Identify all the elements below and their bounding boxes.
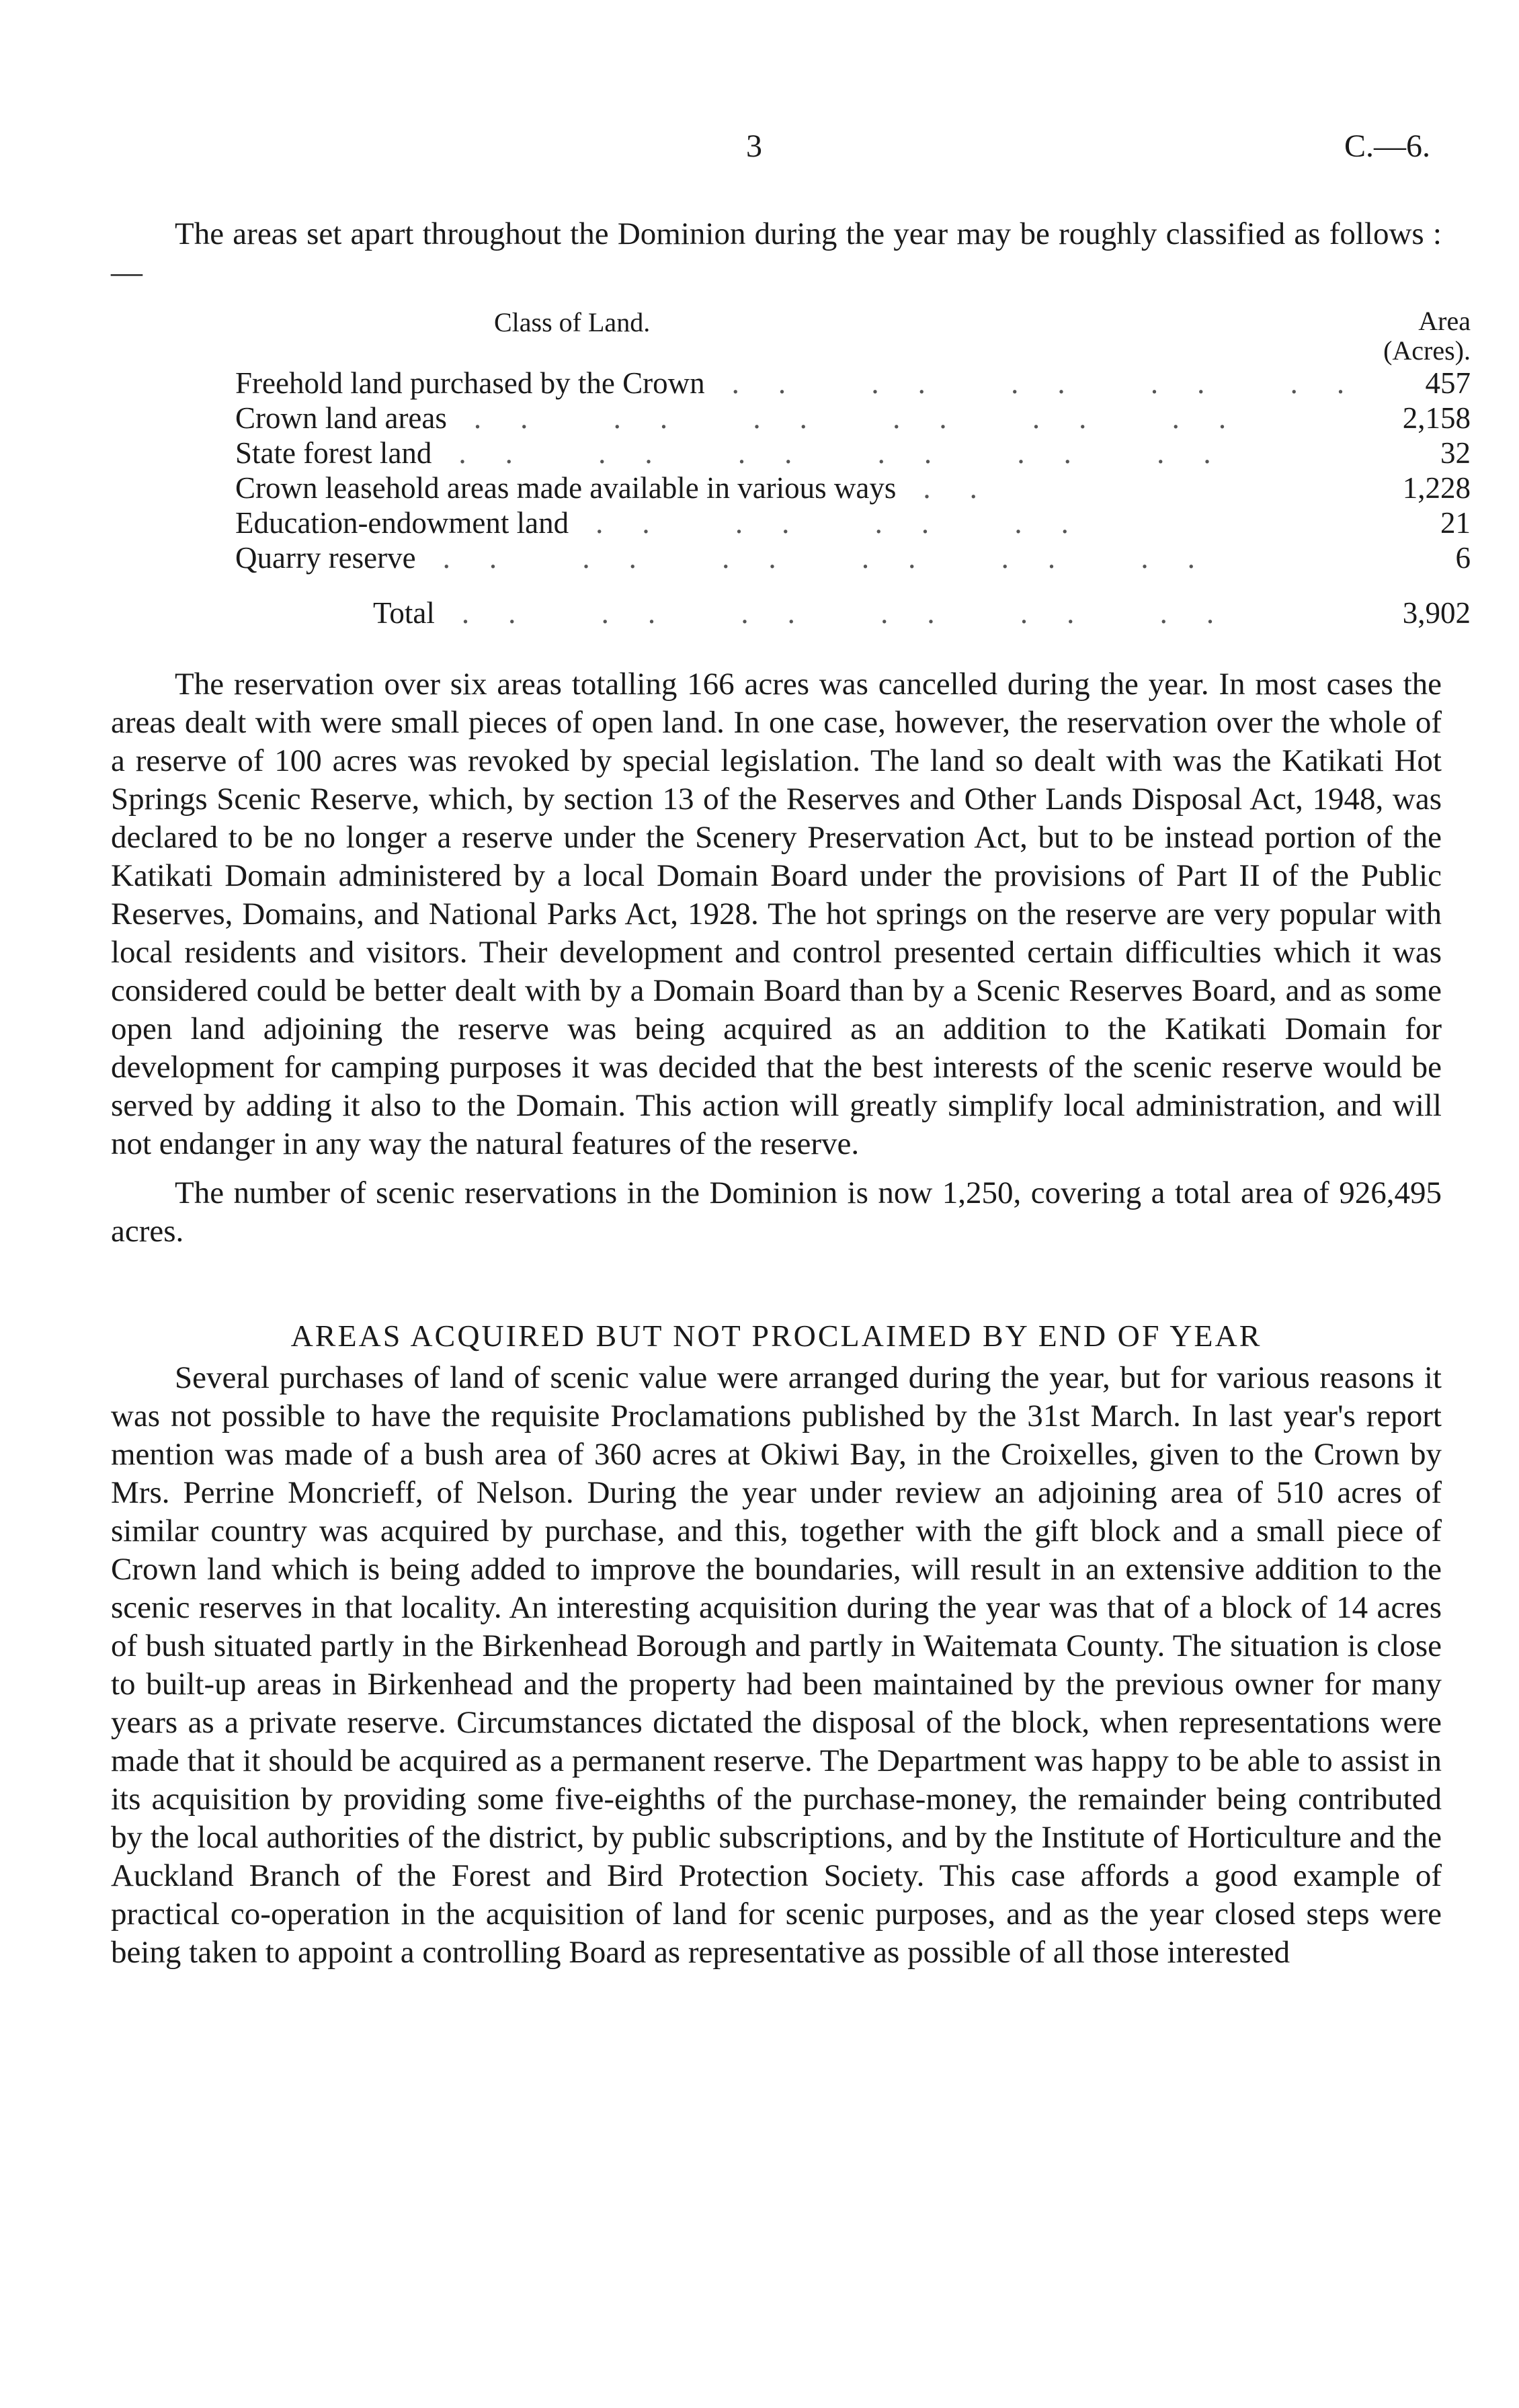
page-content: [111, 215, 1471, 1972]
leader-dots: .. .. .. .. .. ..: [473, 401, 1266, 435]
row-label: Quarry reserve: [235, 541, 416, 575]
row-label: Crown leasehold areas made available in various ways: [235, 471, 897, 505]
table-row: [235, 366, 1491, 401]
leader-dots: .. .. .. .. .. ..: [461, 596, 1254, 630]
row-value: 21: [1440, 506, 1471, 540]
leader-dots: .. .. .. ..: [596, 506, 1108, 540]
row-value: 457: [1425, 366, 1471, 400]
leader-dots: .. .. .. .. .. ..: [442, 541, 1234, 575]
table-row: [235, 505, 1491, 540]
section-heading: AREAS ACQUIRED BUT NOT PROCLAIMED BY END OF YEAR: [290, 1319, 1262, 1353]
table-row: [235, 435, 1491, 470]
table-row: [235, 540, 1491, 575]
areas-table: [235, 306, 1491, 630]
total-label: Total: [373, 596, 435, 630]
table-row: [235, 470, 1491, 505]
row-label: Crown land areas: [235, 401, 447, 435]
row-value: 2,158: [1402, 401, 1471, 435]
table-row: [235, 401, 1491, 435]
section-paragraph: Several purchases of land of scenic value were arranged during the year, but for various reasons it was not possible to have the requisite Proclamations published by the 31st March. In last year's report mention was made of a bush area of 360 acres at Okiwi Bay, in the Croixelles, given to the Crown by Mrs. Perrine Moncrieff, of Nelson. During the year under review an adjoining area of 510 acres of similar country was acquired by purchase, and this, together with the gift block and a small piece of Crown land which is being added to improve the boundaries, will result in an extensive addition to the scenic reserves in that locality. An interesting acquisition during the year was that of a block of 14 acres of bush situated partly in the Birkenhead Borough and partly in Waitemata County. The situation is close to built-up areas in Birkenhead and the property had been maintained by the previous owner for many years as a private reserve. Circumstances dictated the disposal of the block, when representations were made that it should be acquired as a permanent reserve. The Department was happy to be able to assist in its acquisition by providing some five-eighths of the purchase-money, the remainder being contributed by the local authorities of the district, by public subscriptions, and by the Institute of Horticulture and the Auckland Branch of the Forest and Bird Protection Society. This case affords a good example of practical co-operation in the acquisition of land for scenic purposes, and as the year closed steps were being taken to appoint a controlling Board as representative as possible of all those interested: [111, 1360, 1442, 1970]
row-label: State forest land: [235, 436, 432, 470]
row-label: Freehold land purchased by the Crown: [235, 366, 705, 400]
leader-dots: ..: [923, 471, 1016, 505]
leader-dots: .. .. .. .. .. ..: [458, 436, 1250, 470]
row-value: 32: [1440, 436, 1471, 470]
row-value: 6: [1455, 541, 1471, 575]
page-header: [0, 128, 1519, 175]
body-paragraph: The reservation over six areas totalling 166 acres was cancelled during the year. In most cases the areas dealt with were small pieces of open land. In one case, however, the reservation over the whole of a reserve of 100 acres was revoked by special legislation. The land so dealt with was the Katikati Hot Springs Scenic Reserve, which, by section 13 of the Reserves and Other Lands Disposal Act, 1948, was declared to be no longer a reserve under the Scenery Preservation Act, but to be instead portion of the Katikati Domain administered by a local Domain Board under the provisions of Part II of the Public Reserves, Domains, and National Parks Act, 1928. The hot springs on the reserve are very popular with local residents and visitors. Their development and control presented certain difficulties which it was considered could be better dealt with by a Domain Board than by a Scenic Reserves Board, and as some open land adjoining the reserve was being acquired as an addition to the Katikati Domain for development for camping purposes it was decided that the best interests of the scenic reserve would be served by adding it also to the Domain. This action will greatly simplify local administration, and will not endanger in any way the natural features of the reserve.: [111, 667, 1442, 1161]
column-header-area: Area (Acres).: [1383, 306, 1471, 366]
row-value: 1,228: [1402, 471, 1471, 505]
table-header-row: [235, 306, 1491, 366]
row-label: Education-endowment land: [235, 506, 569, 540]
intro-paragraph: The areas set apart throughout the Dominion during the year may be roughly classified as follows :—: [111, 216, 1442, 290]
body-paragraph: The number of scenic reservations in the Dominion is now 1,250, covering a total area of 926,495 acres.: [111, 1175, 1442, 1249]
document-reference: C.—6.: [1344, 128, 1431, 164]
page-number: 3: [746, 128, 762, 164]
total-value: 3,902: [1402, 596, 1471, 630]
column-header-class: Class of Land.: [494, 307, 651, 337]
leader-dots: .. .. .. .. ..: [731, 366, 1384, 400]
table-total-row: [235, 595, 1491, 630]
